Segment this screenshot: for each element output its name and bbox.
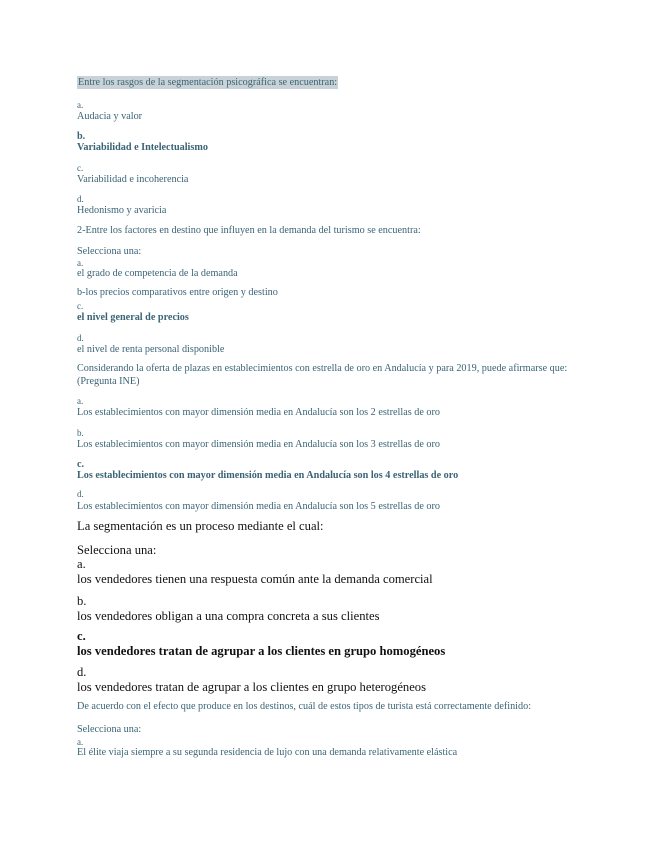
q4-prompt: Selecciona una: xyxy=(77,543,157,557)
q3-option-b: Los establecimientos con mayor dimensión media en Andalucía son los 3 estrellas de oro xyxy=(77,439,440,450)
q1-option-b-correct: Variabilidad e Intelectualismo xyxy=(77,142,208,153)
q1-option-d: Hedonismo y avaricia xyxy=(77,205,167,216)
q2-option-d-letter: d. xyxy=(77,333,84,343)
q4-option-b-letter: b. xyxy=(77,594,87,608)
q1-question: Entre los rasgos de la segmentación psicográfica se encuentran: xyxy=(78,77,338,88)
q3-option-b-letter: b. xyxy=(77,428,84,438)
q2-option-c-correct: el nivel general de precios xyxy=(77,312,189,323)
q4-option-a-letter: a. xyxy=(77,557,86,571)
q2-option-d: el nivel de renta personal disponible xyxy=(77,344,225,355)
q1-option-a: Audacia y valor xyxy=(77,111,143,122)
q5-option-a: El élite viaja siempre a su segunda residencia de lujo con una demanda relativamente elástica xyxy=(77,747,458,758)
q2-option-c-letter: c. xyxy=(77,301,84,311)
q3-option-d: Los establecimientos con mayor dimensión media en Andalucía son los 5 estrellas de oro xyxy=(77,501,440,512)
q1-option-c-letter: c. xyxy=(77,163,84,173)
q3-option-c-correct: Los establecimientos con mayor dimensión media en Andalucía son los 4 estrellas de oro xyxy=(77,470,459,481)
q4-option-a: los vendedores tienen una respuesta común ante la demanda comercial xyxy=(77,572,433,586)
q4-question: La segmentación es un proceso mediante el cual: xyxy=(77,519,324,533)
q4-option-c-correct: los vendedores tratan de agrupar a los clientes en grupo homogéneos xyxy=(77,644,446,658)
q5-question: De acuerdo con el efecto que produce en los destinos, cuál de estos tipos de turista está correctamente definido: xyxy=(77,701,532,712)
q4-option-d-letter: d. xyxy=(77,665,87,679)
q2-option-a-letter: a. xyxy=(77,258,84,268)
q1-option-d-letter: d. xyxy=(77,194,84,204)
q2-option-b: b-los precios comparativos entre origen y destino xyxy=(77,287,278,298)
q3-option-a: Los establecimientos con mayor dimensión media en Andalucía son los 2 estrellas de oro xyxy=(77,407,440,418)
q2-prompt: Selecciona una: xyxy=(77,246,142,257)
q3-option-a-letter: a. xyxy=(77,396,84,406)
q2-question: 2-Entre los factores en destino que influyen en la demanda del turismo se encuentra: xyxy=(77,225,421,236)
q2-option-a: el grado de competencia de la demanda xyxy=(77,268,238,279)
q1-option-c: Variabilidad e incoherencia xyxy=(77,174,189,185)
q4-option-b: los vendedores obligan a una compra concreta a sus clientes xyxy=(77,609,380,623)
q4-option-d: los vendedores tratan de agrupar a los clientes en grupo heterogéneos xyxy=(77,680,426,694)
q3-option-c-letter: c. xyxy=(77,459,85,470)
q4-option-c-letter: c. xyxy=(77,629,86,643)
q1-option-b-letter: b. xyxy=(77,131,86,142)
q5-prompt: Selecciona una: xyxy=(77,724,142,735)
q3-option-d-letter: d. xyxy=(77,489,84,499)
q3-question: Considerando la oferta de plazas en establecimientos con estrella de oro en Andalucía y para 2019, puede afirmarse que:(Pregunta INE) xyxy=(77,363,568,387)
q5-option-a-letter: a. xyxy=(77,737,84,747)
q1-option-a-letter: a. xyxy=(77,100,84,110)
